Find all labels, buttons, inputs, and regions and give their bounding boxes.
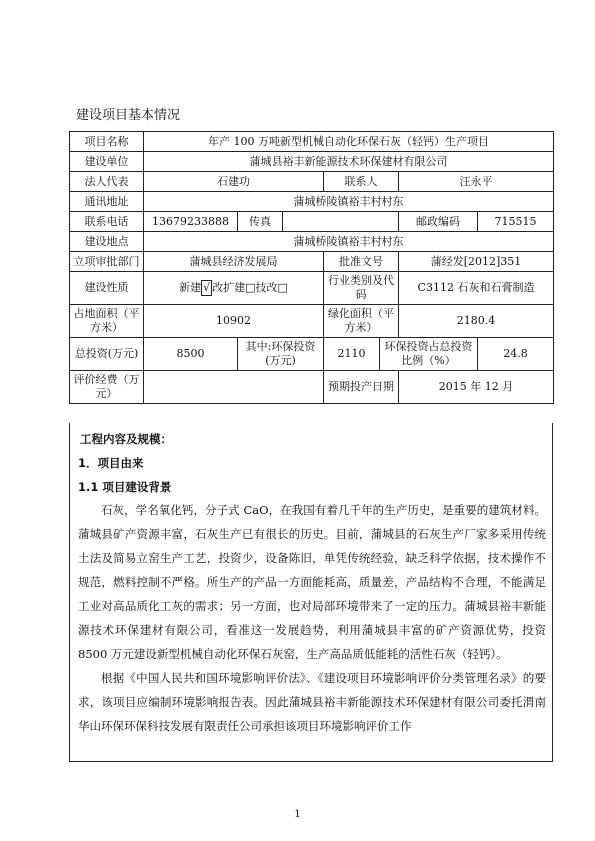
section-title: 建设项目基本情况 bbox=[76, 108, 181, 123]
site-label: 建设地点 bbox=[70, 232, 144, 252]
approval-no-label: 批准文号 bbox=[324, 252, 399, 272]
postcode-label: 邮政编码 bbox=[399, 212, 478, 232]
legal-basis-paragraph: 根据《中国人民共和国环境影响评价法》、《建设项目环境影响评价分类管理名录》的要求，该项目应编制环境影响报告表。因此蒲城县裕丰新能源技术环保建材有限公司委托渭南华山环保环保科技发展有限责任公司承担该项目环境影响评价工作 bbox=[78, 671, 546, 733]
area-label: 占地面积（平方米） bbox=[70, 305, 144, 338]
legal-rep-label: 法人代表 bbox=[70, 172, 144, 192]
approval-dept-label: 立项审批部门 bbox=[70, 252, 144, 272]
project-name-value: 年产 100 万吨新型机械自动化环保石灰（轻钙）生产项目 bbox=[144, 132, 554, 152]
env-ratio-label: 环保投资占总投资比例（%） bbox=[380, 338, 478, 371]
approval-no-value: 蒲经发[2012]351 bbox=[399, 252, 554, 272]
unit-value: 蒲城县裕丰新能源技术环保建材有限公司 bbox=[144, 152, 554, 172]
green-label: 绿化面积（平方米） bbox=[324, 305, 399, 338]
unit-label: 建设单位 bbox=[70, 152, 144, 172]
phone-label: 联系电话 bbox=[70, 212, 144, 232]
nature-rest-text: 改扩建□技改□ bbox=[212, 281, 288, 294]
address-label: 通讯地址 bbox=[70, 192, 144, 212]
project-name-label: 项目名称 bbox=[70, 132, 144, 152]
subheading-project-origin: 1．项目由来 bbox=[78, 456, 144, 470]
green-value: 2180.4 bbox=[399, 305, 554, 338]
fax-label: 传真 bbox=[238, 212, 283, 232]
nature-new-text: 新建 bbox=[179, 281, 202, 294]
background-paragraph: 石灰，学名氧化钙，分子式 CaO，在我国有着几千年的生产历史，是重要的建筑材料。蒲城县矿产资源丰富，石灰生产已有很长的历史。目前，蒲城县的石灰生产厂家多采用传统土法及简易立窑生产工艺，投资少，设备陈旧，单凭传统经验，缺乏科学依据，技术操作不规范，燃料控制不严格。所生产的产品一方面能耗高，质量差，产品结构不合理，不能满足工业对高品质化工灰的需求；另一方面，也对局部环境带来了一定的压力。蒲城县裕丰新能源技术环保建材有限公司，看准这一发展趋势，利用蒲城县丰富的矿产资源优势，投资 8500 万元建设新型机械自动化环保石灰窑，生产高品质低能耗的活性石灰（轻钙）。 bbox=[78, 503, 546, 661]
eval-fee-value bbox=[144, 371, 324, 404]
phone-value: 13679233888 bbox=[144, 212, 238, 232]
address-value: 蒲城桥陵镇裕丰村村东 bbox=[144, 192, 554, 212]
nature-value bbox=[144, 272, 324, 305]
approval-dept-value: 蒲城县经济发展局 bbox=[144, 252, 324, 272]
area-value: 10902 bbox=[144, 305, 324, 338]
contact-label: 联系人 bbox=[324, 172, 399, 192]
nature-label: 建设性质 bbox=[70, 272, 144, 305]
date-value: 2015 年 12 月 bbox=[399, 371, 554, 404]
project-info-table bbox=[69, 131, 554, 404]
content-heading: 工程内容及规模： bbox=[80, 432, 172, 446]
contact-value: 汪永平 bbox=[399, 172, 554, 192]
env-ratio-value: 24.8 bbox=[478, 338, 554, 371]
invest-value: 8500 bbox=[144, 338, 238, 371]
content-section bbox=[69, 423, 553, 762]
env-invest-value: 2110 bbox=[324, 338, 380, 371]
invest-label: 总投资(万元) bbox=[70, 338, 144, 371]
date-label: 预期投产日期 bbox=[324, 371, 399, 404]
env-invest-label: 其中:环保投资(万元) bbox=[238, 338, 324, 371]
fax-value bbox=[283, 212, 399, 232]
page-number: 1 bbox=[294, 809, 301, 820]
legal-rep-value: 石建功 bbox=[144, 172, 324, 192]
eval-fee-label: 评价经费（万元） bbox=[70, 371, 144, 404]
nature-new-checkbox: √ bbox=[203, 281, 211, 294]
site-value: 蒲城桥陵镇裕丰村村东 bbox=[144, 232, 554, 252]
subheading-background: 1.1 项目建设背景 bbox=[78, 480, 172, 494]
industry-label: 行业类别及代码 bbox=[324, 272, 399, 305]
industry-value: C3112 石灰和石膏制造 bbox=[399, 272, 554, 305]
postcode-value: 715515 bbox=[478, 212, 554, 232]
